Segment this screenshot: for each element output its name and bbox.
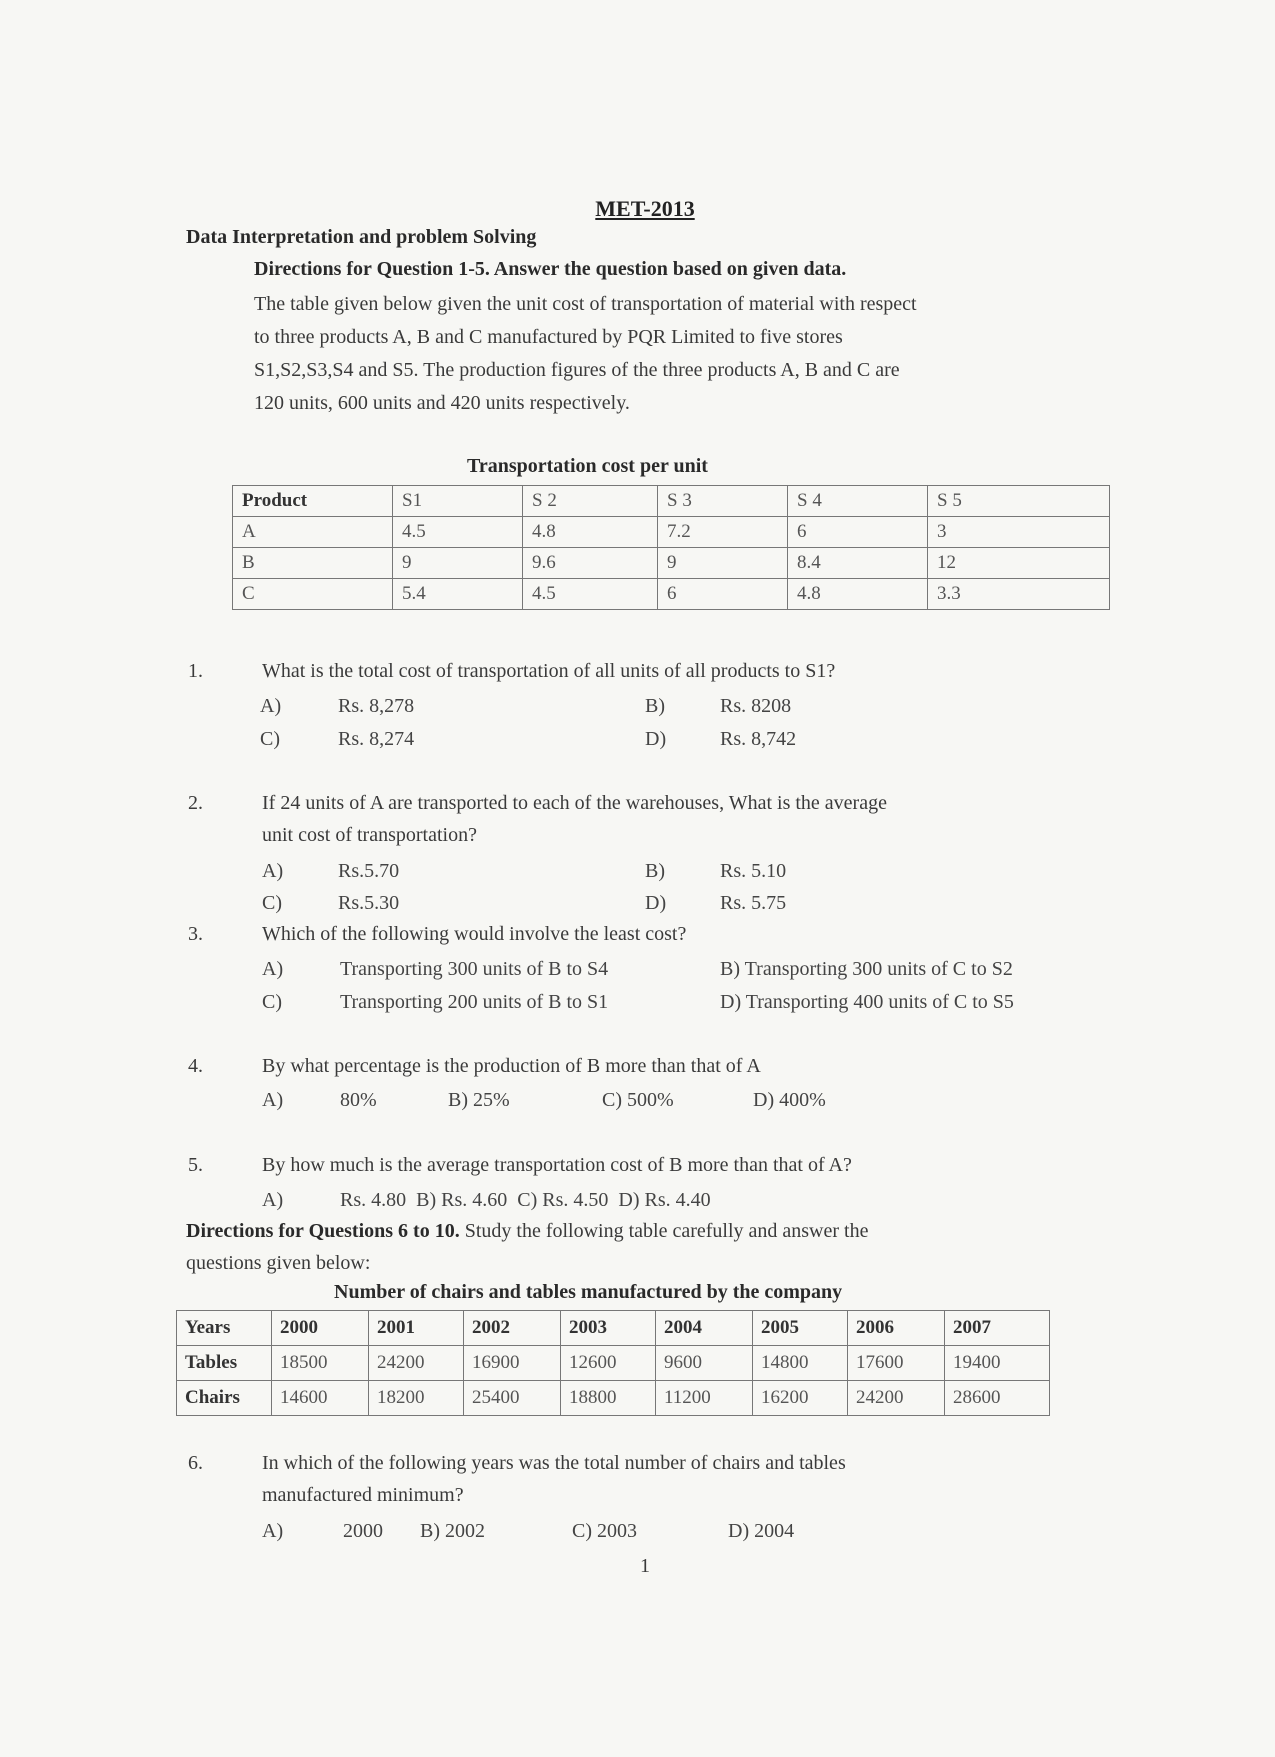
table-cell: 4.8 [788,579,928,610]
header-cell: S 4 [788,486,928,517]
table-row [233,548,1110,579]
option-label: B) [645,695,665,717]
table-cell: 4.5 [523,579,658,610]
table-cell: 5.4 [393,579,523,610]
table-cell: C [233,579,393,610]
option-a: 2000 [343,1520,383,1542]
question-text: In which of the following years was the total number of chairs and tables [262,1452,846,1474]
option-d: D) 400% [753,1089,826,1111]
directions-q1-5: Directions for Question 1-5. Answer the question based on given data. [254,258,847,280]
table-cell: 25400 [464,1381,561,1416]
option-label: A) [262,860,284,882]
table2-caption: Number of chairs and tables manufactured by the company [334,1281,843,1303]
question-6 [0,1447,1275,1557]
transport-cost-table [232,485,1110,610]
page-number: 1 [640,1555,650,1577]
option-c: Rs.5.30 [338,892,400,914]
option-label: A) [260,695,282,717]
option-d: Rs. 8,742 [720,728,797,750]
option-label: B) [645,860,665,882]
table-cell: 17600 [848,1346,945,1381]
option-d: D) 2004 [728,1520,795,1542]
option-label: A) [262,958,284,980]
question-4 [0,1050,1275,1120]
option-label: A) [262,1520,284,1542]
question-2 [0,787,1275,917]
table-row [177,1346,1050,1381]
question-number: 4. [188,1055,203,1077]
table1-caption: Transportation cost per unit [467,455,708,477]
table-cell: 6 [658,579,788,610]
option-label: C) [262,991,282,1013]
table-cell: 6 [788,517,928,548]
directions-text: questions given below: [186,1252,371,1274]
question-number: 5. [188,1154,203,1176]
question-number: 2. [188,792,203,814]
option-label: D) [645,728,667,750]
question-number: 3. [188,923,203,945]
question-text: If 24 units of A are transported to each of the warehouses, What is the average [262,792,887,814]
header-cell: S 3 [658,486,788,517]
option-label: D) [645,892,667,914]
table-cell: 3 [928,517,1110,548]
question-number: 1. [188,660,203,682]
header-cell: Years [177,1311,272,1346]
option-b: B) 2002 [420,1520,485,1542]
directions-q6-10 [186,1215,1086,1279]
option-b: Rs. 8208 [720,695,792,717]
table-cell: 3.3 [928,579,1110,610]
intro-line: 120 units, 600 units and 420 units respectively. [254,392,630,414]
option-c: Rs. 8,274 [338,728,415,750]
option-label: C) [260,728,280,750]
question-text: unit cost of transportation? [262,824,477,846]
table-cell: 4.8 [523,517,658,548]
table-cell: 9 [393,548,523,579]
header-cell: 2003 [561,1311,656,1346]
table-cell: 12 [928,548,1110,579]
page-title: MET-2013 [595,196,695,221]
row-header: Chairs [177,1381,272,1416]
table-cell: 9 [658,548,788,579]
header-cell: 2002 [464,1311,561,1346]
header-cell: 2007 [945,1311,1050,1346]
question-text: By what percentage is the production of B more than that of A [262,1055,761,1077]
table-cell: 14600 [272,1381,369,1416]
header-cell: 2004 [656,1311,753,1346]
question-text: Which of the following would involve the least cost? [262,923,687,945]
option-c: C) 500% [602,1089,674,1111]
header-cell: 2006 [848,1311,945,1346]
table-cell: 28600 [945,1381,1050,1416]
intro-line: S1,S2,S3,S4 and S5. The production figures of the three products A, B and C are [254,359,900,381]
table-cell: 12600 [561,1346,656,1381]
intro-line: to three products A, B and C manufactured by PQR Limited to five stores [254,326,843,348]
option-d: Rs. 5.75 [720,892,787,914]
header-cell: 2001 [369,1311,464,1346]
header-cell: S 5 [928,486,1110,517]
table-cell: 24200 [848,1381,945,1416]
option-b: Rs. 5.10 [720,860,787,882]
table-cell: A [233,517,393,548]
row-header: Tables [177,1346,272,1381]
question-text: By how much is the average transportation cost of B more than that of A? [262,1154,852,1176]
question-number: 6. [188,1452,203,1474]
intro-line: The table given below given the unit cost of transportation of material with respect [254,293,917,315]
option-b: B) Transporting 300 units of C to S2 [720,958,1013,980]
directions-heading: Directions for Questions 6 to 10. [186,1220,460,1242]
option-a: Transporting 300 units of B to S4 [340,958,609,980]
table-cell: 8.4 [788,548,928,579]
option-label: A) [262,1189,284,1211]
table-row [233,517,1110,548]
table-cell: 11200 [656,1381,753,1416]
option-a: Rs. 8,278 [338,695,415,717]
header-cell: 2005 [753,1311,848,1346]
table-header-row [233,486,1110,517]
table-cell: 18800 [561,1381,656,1416]
table-cell: 18200 [369,1381,464,1416]
option-d: D) Transporting 400 units of C to S5 [720,991,1014,1013]
table-cell: B [233,548,393,579]
header-cell: Product [233,486,393,517]
table-header-row [177,1311,1050,1346]
option-label: A) [262,1089,284,1111]
option-c: Transporting 200 units of B to S1 [340,991,609,1013]
table-cell: 9600 [656,1346,753,1381]
header-cell: S 2 [523,486,658,517]
table-cell: 16900 [464,1346,561,1381]
table-cell: 16200 [753,1381,848,1416]
question-1 [0,655,1275,755]
options-row: Rs. 4.80 B) Rs. 4.60 C) Rs. 4.50 D) Rs. 4.40 [340,1189,711,1211]
table-row [233,579,1110,610]
directions-text: Study the following table carefully and answer the [459,1220,869,1242]
question-3 [0,918,1275,1018]
question-5 [0,1149,1275,1219]
option-a: Rs.5.70 [338,860,400,882]
option-a: 80% [340,1089,377,1111]
chairs-tables-table [176,1310,1050,1416]
question-text: manufactured minimum? [262,1484,464,1506]
section-heading: Data Interpretation and problem Solving [186,226,537,248]
option-c: C) 2003 [572,1520,637,1542]
table-cell: 18500 [272,1346,369,1381]
option-b: B) 25% [448,1089,510,1111]
intro-paragraph [254,288,1104,420]
option-label: C) [262,892,282,914]
table-row [177,1381,1050,1416]
table-cell: 7.2 [658,517,788,548]
table-cell: 24200 [369,1346,464,1381]
table-cell: 14800 [753,1346,848,1381]
question-text: What is the total cost of transportation of all units of all products to S1? [262,660,836,682]
header-cell: 2000 [272,1311,369,1346]
table-cell: 19400 [945,1346,1050,1381]
table-cell: 9.6 [523,548,658,579]
header-cell: S1 [393,486,523,517]
table-cell: 4.5 [393,517,523,548]
